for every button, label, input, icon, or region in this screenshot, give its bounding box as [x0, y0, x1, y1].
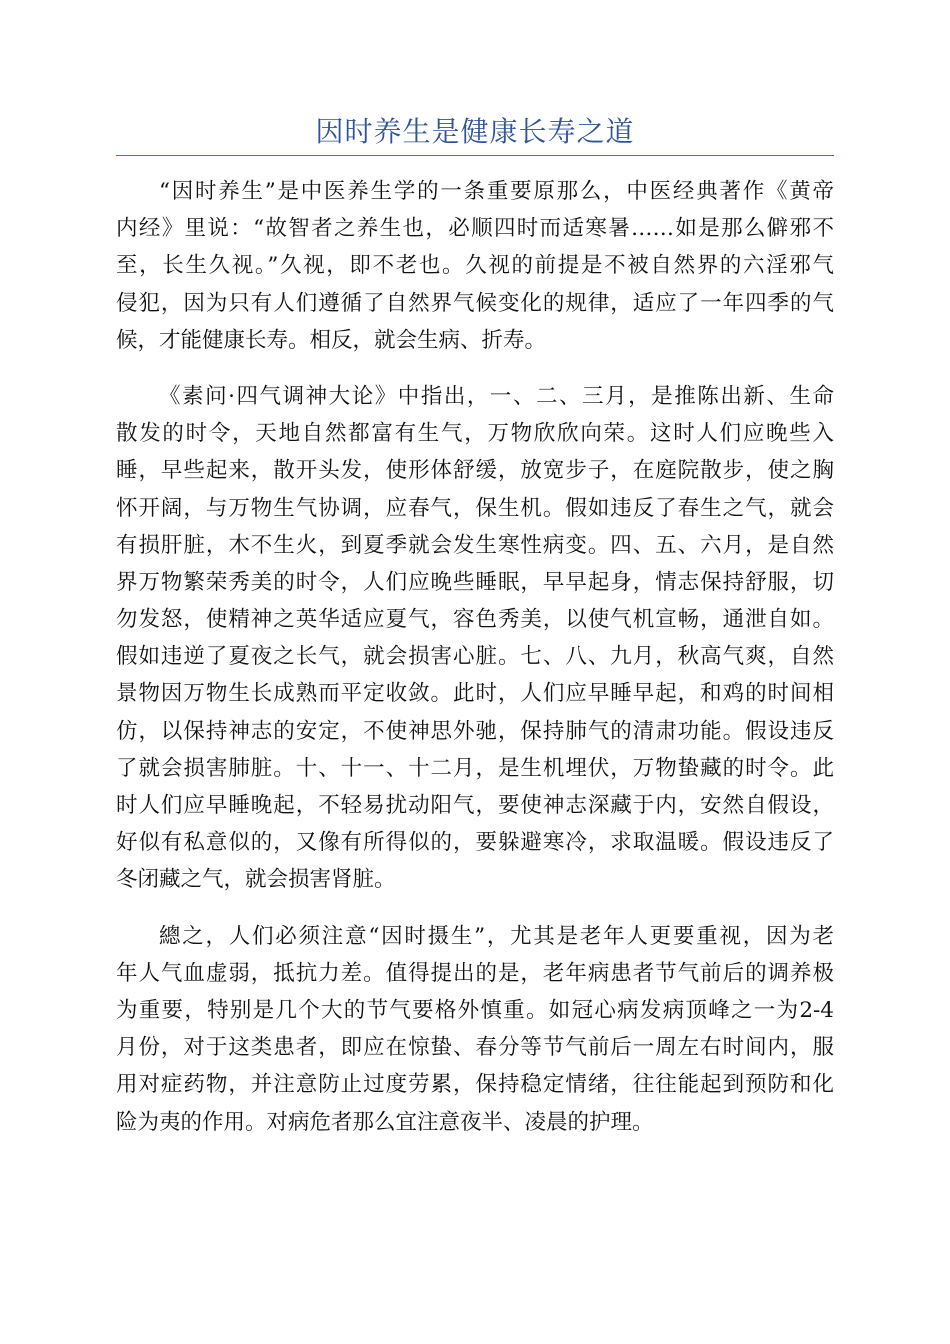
paragraph-line: 年人气血虚弱，抵抗力差。值得提出的是，老年病患者节气前后的调养极: [116, 960, 834, 986]
paragraph-3: [116, 918, 834, 1141]
paragraph-line: 冬闭藏之气，就会损害肾脏。: [116, 867, 396, 893]
paragraph-line: 内经》里说：“故智者之养生也，必顺四时而适寒暑……如是那么僻邪不: [116, 216, 834, 242]
paragraph-line: 《素问·四气调神大论》中指出，一、二、三月，是推陈出新、生命: [159, 383, 834, 409]
document-title: 因时养生是健康长寿之道: [315, 115, 635, 148]
paragraph-line: 月份，对于这类患者，即应在惊蛰、春分等节气前后一周左右时间内，服: [116, 1035, 834, 1061]
paragraph-1: [116, 173, 834, 359]
paragraph-line: 總之，人们必须注意“因时摄生”，尤其是老年人更要重视，因为老: [159, 923, 834, 949]
paragraph-line: 睡，早些起来，散开头发，使形体舒缓，放宽步子，在庭院散步，使之胸: [116, 458, 834, 484]
paragraph-line: 景物因万物生长成熟而平定收敛。此时，人们应早睡早起，和鸡的时间相: [116, 681, 834, 707]
paragraph-line: 勿发怒，使精神之英华适应夏气，容色秀美，以使气机宣畅，通泄自如。: [116, 607, 834, 633]
paragraph-line: 侵犯，因为只有人们遵循了自然界气候变化的规律，适应了一年四季的气: [116, 290, 834, 316]
paragraph-line: 用对症药物，并注意防止过度劳累，保持稳定情绪，往往能起到预防和化: [116, 1072, 834, 1098]
paragraph-line: 仿，以保持神志的安定，不使神思外驰，保持肺气的清肃功能。假设违反: [116, 718, 834, 744]
paragraph-line: 界万物繁荣秀美的时令，人们应晚些睡眠，早早起身，情志保持舒服，切: [116, 569, 834, 595]
paragraph-line: 为重要，特别是几个大的节气要格外慎重。如冠心病发病顶峰之一为2-4: [116, 997, 834, 1023]
paragraph-line: 好似有私意似的，又像有所得似的，要躲避寒冷，求取温暖。假设违反了: [116, 830, 834, 856]
paragraph-line: 至，长生久视。”久视，即不老也。久视的前提是不被自然界的六淫邪气: [116, 253, 834, 279]
title-underline: [116, 155, 834, 156]
paragraph-2: [116, 378, 834, 899]
document-body: [116, 173, 834, 1160]
paragraph-line: 怀开阔，与万物生气协调，应春气，保生机。假如违反了春生之气，就会: [116, 495, 834, 521]
paragraph-line: 有损肝脏，木不生火，到夏季就会发生寒性病变。四、五、六月，是自然: [116, 532, 834, 558]
paragraph-line: 险为夷的作用。对病危者那么宜注意夜半、凌晨的护理。: [116, 1109, 654, 1135]
paragraph-line: 散发的时令，天地自然都富有生气，万物欣欣向荣。这时人们应晚些入: [116, 421, 834, 447]
paragraph-line: 时人们应早睡晚起，不轻易扰动阳气，要使神志深藏于内，安然自假设，: [116, 793, 834, 818]
paragraph-line: 假如违逆了夏夜之长气，就会损害心脏。七、八、九月，秋高气爽，自然: [116, 644, 834, 670]
paragraph-line: “因时养生”是中医养生学的一条重要原那么，中医经典著作《黄帝: [159, 179, 834, 204]
paragraph-line: 了就会损害肺脏。十、十一、十二月，是生机埋伏，万物蛰藏的时令。此: [116, 755, 834, 781]
paragraph-line: 候，才能健康长寿。相反，就会生病、折寿。: [116, 327, 547, 353]
